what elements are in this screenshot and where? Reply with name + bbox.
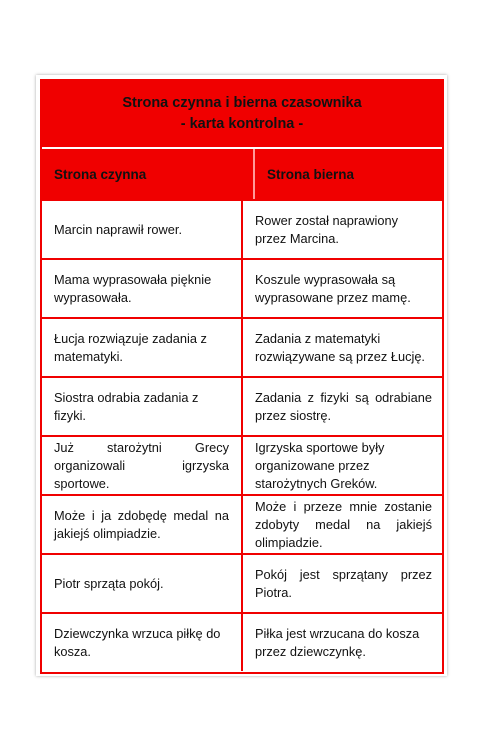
active-sentence: Siostra odrabia zadania z fizyki. <box>54 389 199 423</box>
table-row <box>42 258 442 317</box>
active-sentence: Łucja rozwiązuje zadania z matematyki. <box>54 330 207 364</box>
active-sentence: Mama wyprasowała pięknie wyprasowała. <box>54 271 212 305</box>
table-row <box>42 199 442 258</box>
card-title <box>42 81 442 149</box>
passive-sentence: Zadania z matematyki rozwiązywane są przez Łucję. <box>241 319 442 376</box>
active-sentence: Może i ja zdobędę medal na jakiejś olimpiadzie. <box>54 507 229 541</box>
table-row <box>42 317 442 376</box>
title-line-2: - karta kontrolna - <box>180 116 304 132</box>
header-passive-voice: Strona bierna <box>253 149 442 199</box>
passive-sentence: Może i przeze mnie zostanie zdobyty medal na jakiejś olimpiadzie. <box>241 496 442 553</box>
passive-sentence: Koszule wyprasowała są wyprasowane przez mamę. <box>241 260 442 317</box>
control-card <box>40 79 444 674</box>
table-row <box>42 553 442 612</box>
passive-sentence: Piłka jest wrzucana do kosza przez dziewczynkę. <box>241 614 442 671</box>
title-line-1: Strona czynna i bierna czasownika <box>122 95 362 111</box>
passive-sentence: Pokój jest sprzątany przez Piotra. <box>241 555 442 612</box>
active-sentence: Piotr sprząta pokój. <box>54 575 164 591</box>
table-row <box>42 376 442 435</box>
header-active-voice: Strona czynna <box>54 166 147 182</box>
table-row <box>42 494 442 553</box>
passive-sentence: Zadania z fizyki są odrabiane przez siostrę. <box>241 378 442 435</box>
active-sentence: Już starożytni Grecy organizowali igrzyska sportowe. <box>54 439 229 491</box>
passive-sentence: Igrzyska sportowe były organizowane przez starożytnych Greków. <box>241 437 442 494</box>
table-row <box>42 435 442 494</box>
active-sentence: Dziewczynka wrzuca piłkę do kosza. <box>54 625 221 659</box>
worksheet-page <box>36 75 447 676</box>
active-sentence: Marcin naprawił rower. <box>54 221 183 237</box>
passive-sentence: Rower został naprawiony przez Marcina. <box>241 201 442 258</box>
table-row <box>42 612 442 671</box>
table-header <box>42 149 442 199</box>
